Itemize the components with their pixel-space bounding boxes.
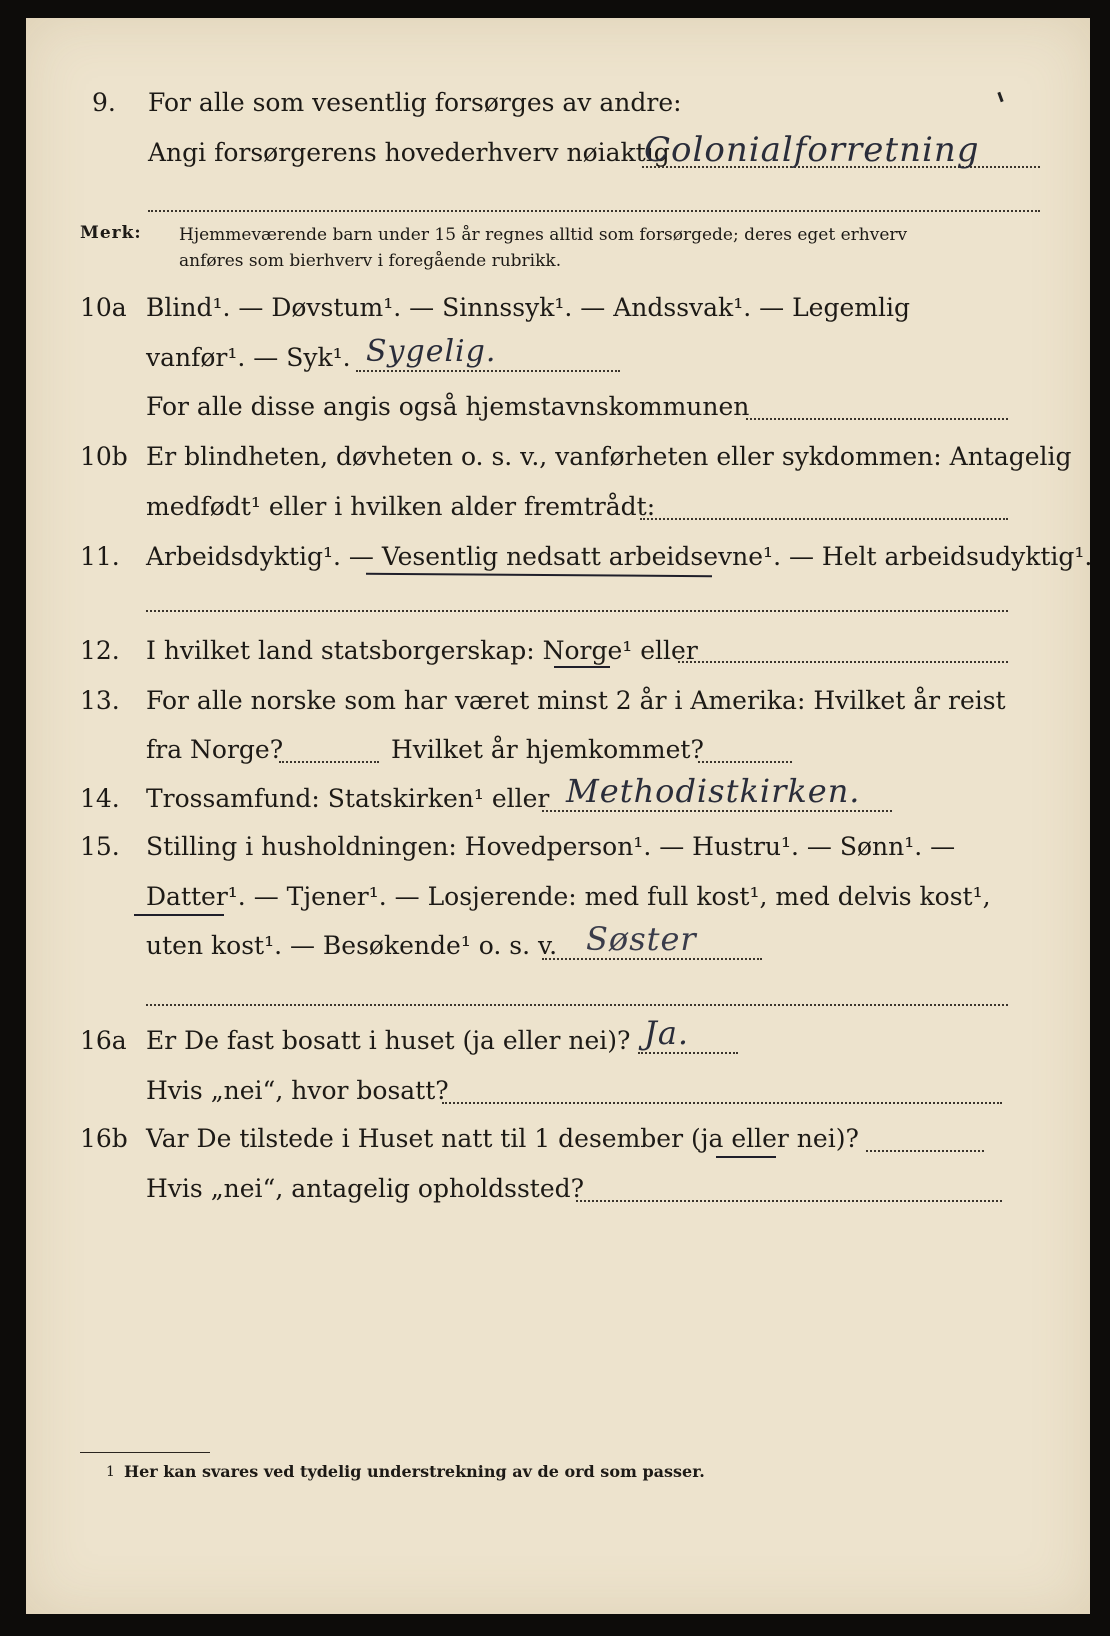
q15-answer-line (542, 958, 762, 960)
q9-number: 9. (92, 88, 116, 117)
q14-handwritten-answer[interactable]: Methodistkirken. (566, 772, 861, 810)
q11-selection-underline (366, 573, 712, 577)
q10a-answer-line (356, 370, 620, 372)
q15-question-line2: Datter¹. — Tjener¹. — Losjerende: med full kost¹, med delvis kost¹, (146, 882, 991, 911)
q12-answer-line (678, 661, 1008, 663)
q14-question-line1: Trossamfund: Statskirken¹ eller (146, 784, 550, 813)
q11-question-line1: Arbeidsdyktig¹. — Vesentlig nedsatt arbeidsevne¹. — Helt arbeidsudyktig¹. (146, 542, 1093, 571)
footnote-rule (80, 1452, 210, 1453)
q16a-number: 16a (80, 1026, 127, 1055)
q16b-answer-line (866, 1150, 984, 1152)
q9-question-line1: For alle som vesentlig forsørges av andre: (148, 88, 682, 117)
q10b-number: 10b (80, 442, 128, 471)
q9-extra-line (148, 210, 1040, 212)
q9-handwritten-answer[interactable]: Colonialforretning (644, 130, 980, 170)
q10b-question-line2: medfødt¹ eller i hvilken alder fremtrådt: (146, 492, 656, 521)
q16a-question-line1: Er De fast bosatt i huset (ja eller nei)? (146, 1026, 631, 1055)
q10a-question-line2: vanfør¹. — Syk¹. (146, 343, 351, 372)
q14-number: 14. (80, 784, 120, 813)
pen-mark (997, 92, 1003, 102)
q13-return-year-line (698, 761, 792, 763)
q16a-residence-line (442, 1102, 1002, 1104)
q13-number: 13. (80, 686, 120, 715)
q16a-answer-line (638, 1052, 738, 1054)
merk-note-line1: Hjemmeværende barn under 15 år regnes alltid som forsørgede; deres eget erhverv (179, 225, 908, 245)
q16a-handwritten-answer[interactable]: Ja. (644, 1014, 690, 1052)
footnote-mark: 1 (106, 1464, 115, 1480)
q10a-question-line3: For alle disse angis også hjemstavnskommunen (146, 392, 750, 421)
q12-question-line1: I hvilket land statsborgerskap: Norge¹ eller (146, 636, 698, 665)
q15-question-line3: uten kost¹. — Besøkende¹ o. s. v. (146, 931, 558, 960)
q10a-handwritten-answer[interactable]: Sygelig. (366, 334, 497, 369)
q16b-location-line (576, 1200, 1002, 1202)
q10a-question-line1: Blind¹. — Døvstum¹. — Sinnssyk¹. — Andssvak¹. — Legemlig (146, 293, 910, 322)
q14-answer-line (542, 810, 892, 812)
q9-question-line2: Angi forsørgerens hovederhverv nøiaktig (148, 138, 670, 167)
q13-question-line1: For alle norske som har været minst 2 år i Amerika: Hvilket år reist (146, 686, 1006, 715)
census-form-page (26, 18, 1093, 1614)
q12-selection-underline (554, 666, 610, 668)
q15-selection-underline (134, 914, 224, 916)
q13-question-line2b: Hvilket år hjemkommet? (391, 735, 704, 764)
q15-handwritten-answer[interactable]: Søster (586, 920, 697, 958)
q13-question-line2a: fra Norge? (146, 735, 284, 764)
q16b-question-line2: Hvis „nei“, antagelig opholdssted? (146, 1174, 585, 1203)
footnote-text: Her kan svares ved tydelig understrekning av de ord som passer. (124, 1462, 705, 1481)
q15-question-line1: Stilling i husholdningen: Hovedperson¹. — Hustru¹. — Sønn¹. — (146, 832, 956, 861)
q11-extra-line (146, 610, 1008, 612)
q12-number: 12. (80, 636, 120, 665)
q11-number: 11. (80, 542, 120, 571)
q16a-question-line2: Hvis „nei“, hvor bosatt? (146, 1076, 449, 1105)
q10b-question-line1: Er blindheten, døvheten o. s. v., vanførheten eller sykdommen: Antagelig (146, 442, 1072, 471)
q15-extra-line (146, 1004, 1008, 1006)
q16b-question-line1: Var De tilstede i Huset natt til 1 desember (ja eller nei)? (146, 1124, 859, 1153)
q13-departure-year-line (279, 761, 379, 763)
q10b-answer-line (640, 518, 1008, 520)
q15-number: 15. (80, 832, 120, 861)
merk-label: Merk: (80, 223, 142, 243)
q16b-selection-underline (716, 1156, 776, 1158)
q16b-number: 16b (80, 1124, 128, 1153)
q10a-number: 10a (80, 293, 127, 322)
merk-note-line2: anføres som bierhverv i foregående rubrikk. (179, 251, 562, 271)
q10a-municipality-line (746, 418, 1008, 420)
